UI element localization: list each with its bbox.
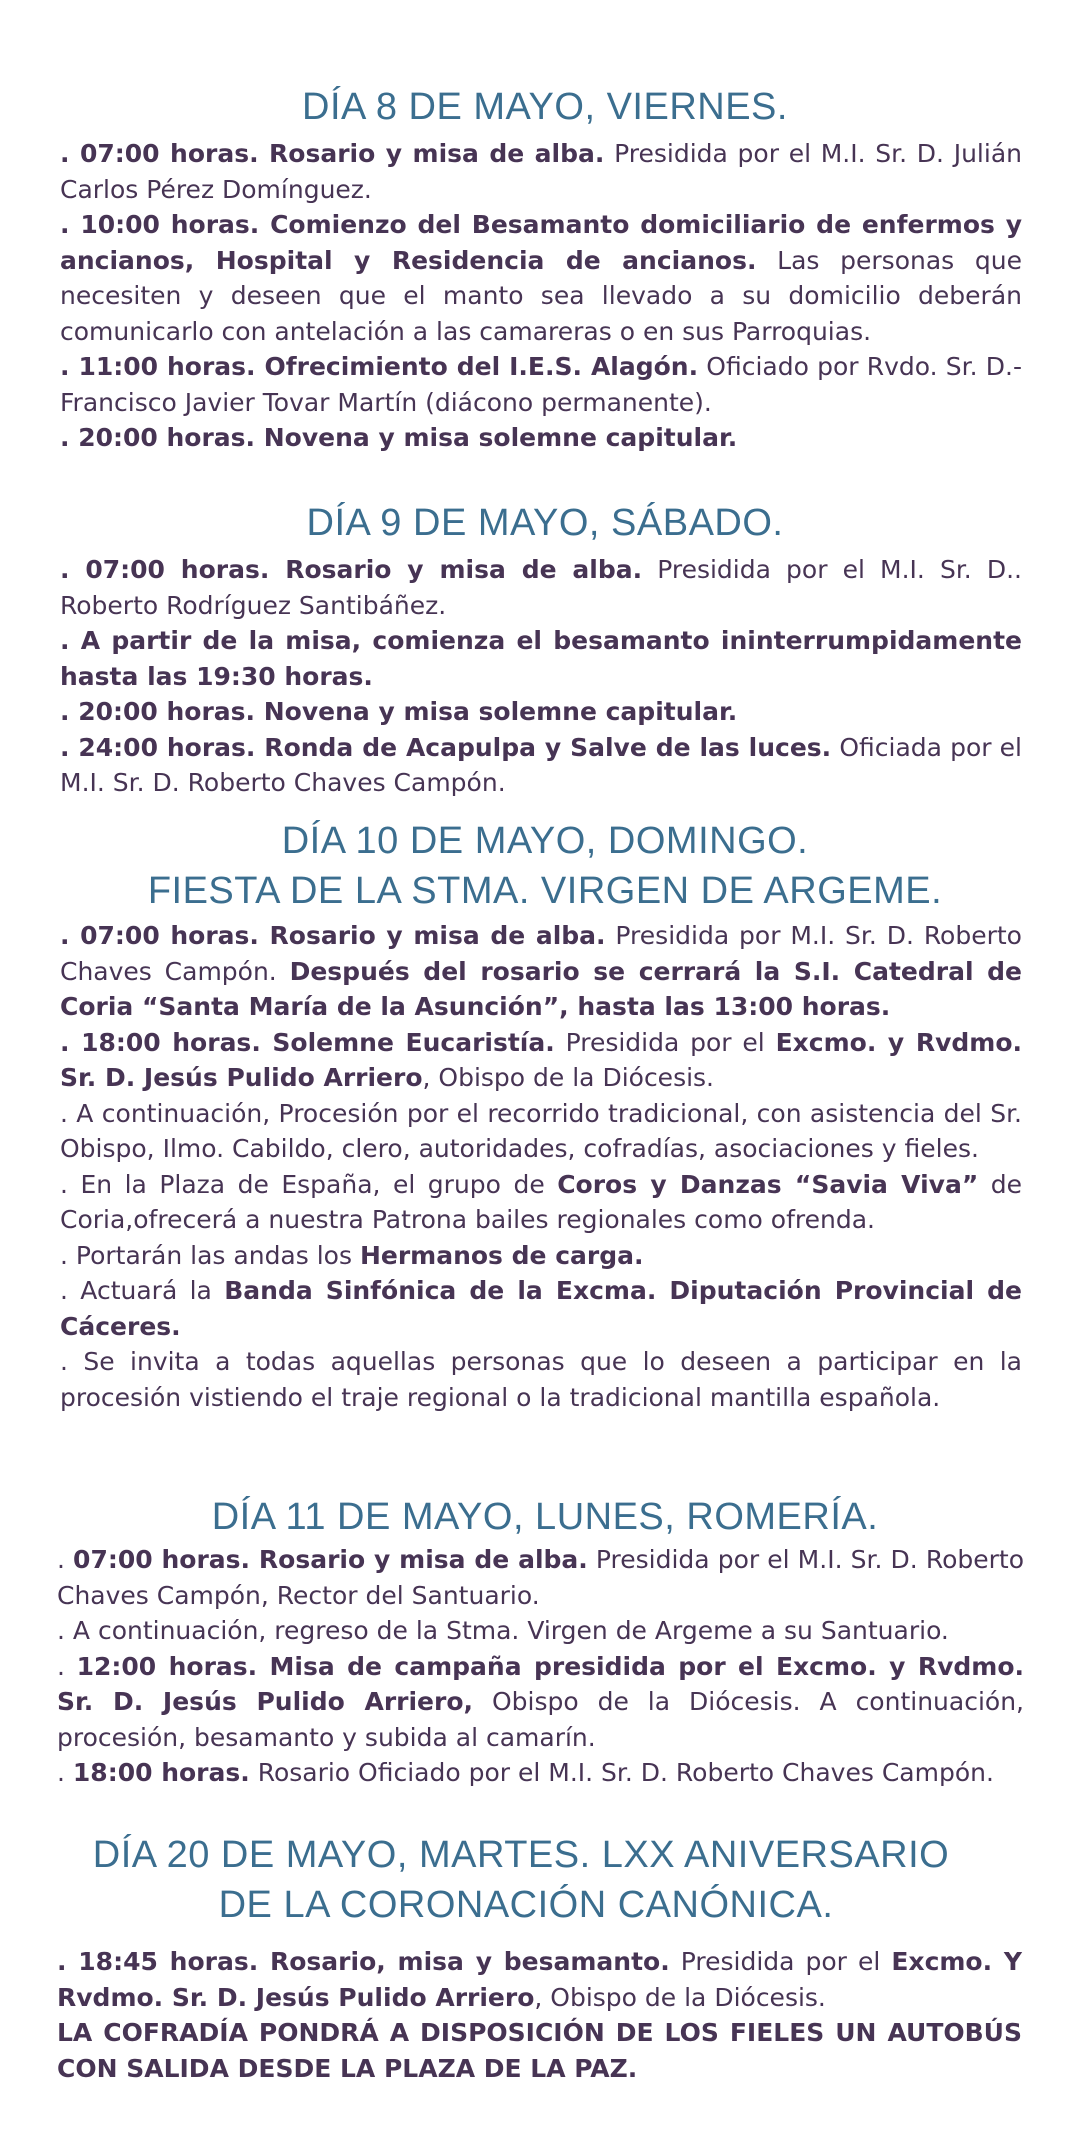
schedule-item: . Se invita a todas aquellas personas que lo deseen a participar en la procesión vistiendo el traje regional o la tradicional mantilla española. [60, 1347, 1022, 1412]
bus-notice: LA COFRADÍA PONDRÁ A DISPOSICIÓN DE LOS FIELES UN AUTOBÚS CON SALIDA DESDE LA PLAZA DE LA PAZ. [57, 2018, 1022, 2083]
schedule-item: . 10:00 horas. Comienzo del Besamanto domiciliario de enfermos y ancianos, Hospital y Residencia de ancianos. Las personas que necesiten y deseen que el manto sea llevado a su domicilio deberán comunicarlo con antelación a las camareras o en sus Parroquias. [60, 210, 1022, 346]
section-day-8 [0, 82, 1082, 456]
schedule-item: . 07:00 horas. Rosario y misa de alba. Presidida por el M.I. Sr. D.. Roberto Rodríguez Santibáñez. [60, 555, 1022, 620]
section-body [57, 1944, 1022, 2086]
schedule-item: . 24:00 horas. Ronda de Acapulpa y Salve de las luces. Oficiada por el M.I. Sr. D. Roberto Chaves Campón. [60, 732, 1022, 797]
schedule-item: . 18:00 horas. Solemne Eucaristía. Presidida por el Excmo. y Rvdmo. Sr. D. Jesús Pulido Arriero, Obispo de la Diócesis. [60, 1027, 1022, 1092]
schedule-item: . A partir de la misa, comienza el besamanto ininterrumpidamente hasta las 19:30 horas. [60, 626, 1022, 691]
section-subheading: DE LA CORONACIÓN CANÓNICA. [218, 1884, 834, 1926]
schedule-item: . 18:00 horas. Rosario Oficiado por el M.I. Sr. D. Roberto Chaves Campón. [57, 1758, 994, 1787]
schedule-item: . 20:00 horas. Novena y misa solemne capitular. [60, 423, 738, 452]
section-body [60, 918, 1022, 1415]
section-heading: DÍA 8 DE MAYO, VIERNES. [302, 86, 788, 128]
section-day-20 [0, 1830, 1082, 2086]
section-day-10 [0, 816, 1082, 1415]
schedule-item: . 12:00 horas. Misa de campaña presidida por el Excmo. y Rvdmo. Sr. D. Jesús Pulido Arriero, Obispo de la Diócesis. A continuación, procesión, besamanto y subida al camarín. [57, 1651, 1024, 1752]
section-day-11 [0, 1492, 1082, 1791]
schedule-item: . 07:00 horas. Rosario y misa de alba. Presidida por el M.I. Sr. D. Julián Carlos Pérez Domínguez. [60, 139, 1022, 204]
schedule-item: . En la Plaza de España, el grupo de Coros y Danzas “Savia Viva” de Coria,ofrecerá a nuestra Patrona bailes regionales como ofrenda. [60, 1169, 1023, 1234]
schedule-item: . 11:00 horas. Ofrecimiento del I.E.S. Alagón. Oficiado por Rvdo. Sr. D.-Francisco Javier Tovar Martín (diácono permanente). [60, 352, 1022, 417]
section-body [57, 1542, 1024, 1791]
section-day-9 [0, 498, 1082, 801]
section-heading: DÍA 20 DE MAYO, MARTES. LXX ANIVERSARIO [92, 1834, 950, 1876]
section-subheading: FIESTA DE LA STMA. VIRGEN DE ARGEME. [147, 870, 943, 912]
schedule-item: . 18:45 horas. Rosario, misa y besamanto. Presidida por el Excmo. Y Rvdmo. Sr. D. Jesús Pulido Arriero, Obispo de la Diócesis. [57, 1947, 1022, 2012]
schedule-item: . A continuación, Procesión por el recorrido tradicional, con asistencia del Sr. Obispo, Ilmo. Cabildo, clero, autoridades, cofradías, asociaciones y fieles. [60, 1098, 1022, 1163]
schedule-item: . 07:00 horas. Rosario y misa de alba. Presidida por M.I. Sr. D. Roberto Chaves Campón. Después del rosario se cerrará la S.I. Catedral de Coria “Santa María de la Asunción”, hasta las 13:00 horas. [60, 921, 1022, 1021]
section-heading: DÍA 9 DE MAYO, SÁBADO. [306, 502, 784, 544]
section-heading: DÍA 10 DE MAYO, DOMINGO. [281, 820, 809, 862]
section-body [60, 552, 1022, 801]
schedule-item: . 07:00 horas. Rosario y misa de alba. Presidida por el M.I. Sr. D. Roberto Chaves Campón, Rector del Santuario. [57, 1545, 1024, 1610]
schedule-item: . Portarán las andas los Hermanos de carga. [60, 1240, 644, 1270]
section-body [60, 136, 1022, 456]
section-heading: DÍA 11 DE MAYO, LUNES, ROMERÍA. [211, 1496, 879, 1538]
schedule-item: . A continuación, regreso de la Stma. Virgen de Argeme a su Santuario. [57, 1616, 949, 1645]
schedule-item: . Actuará la Banda Sinfónica de la Excma. Diputación Provincial de Cáceres. [60, 1276, 1022, 1341]
schedule-item: . 20:00 horas. Novena y misa solemne capitular. [60, 697, 738, 726]
